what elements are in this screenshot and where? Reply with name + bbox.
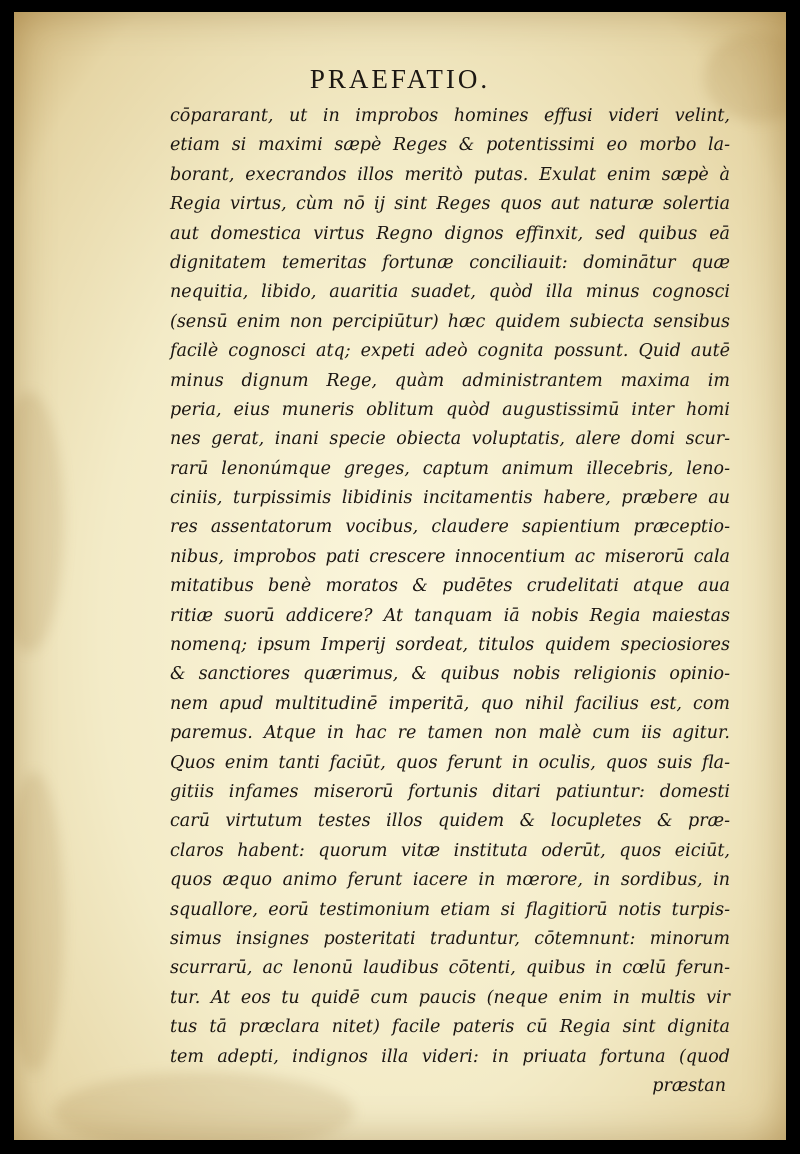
- paper-stain: [14, 772, 64, 1072]
- text-line: simus insignes posteritati traduntur, cōtemnunt: minorum: [170, 928, 730, 949]
- text-line: & sanctiores quærimus, & quibus nobis religionis opinio-: [170, 664, 730, 685]
- text-line: mitatibus benè moratos & pudētes crudelitati atque aua: [170, 576, 730, 597]
- book-page: [14, 12, 786, 1140]
- text-line: minus dignum Rege, quàm administrantem maxima im: [170, 370, 730, 391]
- text-line: cōpararant, ut in improbos homines effusi videri velint,: [170, 106, 730, 126]
- text-line: etiam si maximi sæpè Reges & potentissimi eo morbo la-: [170, 135, 730, 156]
- text-line: nem apud multitudinē imperitā, quo nihil facilius est, com: [170, 693, 730, 714]
- text-line: Regia virtus, cùm nō ij sint Reges quos aut naturæ solertia: [170, 194, 730, 215]
- text-line: scurrarū, ac lenonū laudibus cōtenti, quibus in cœlū ferun-: [170, 958, 730, 979]
- text-line: tus tā præclara nitet) facile pateris cū Regia sint dignita: [170, 1017, 730, 1038]
- text-line: (sensū enim non percipiūtur) hæc quidem subiecta sensibus: [170, 311, 730, 332]
- text-line: rarū lenonúmque greges, captum animum illecebris, leno-: [170, 458, 730, 479]
- text-line: res assentatorum vocibus, claudere sapientium præceptio-: [170, 517, 730, 538]
- text-line: nomenq; ipsum Imperij sordeat, titulos quidem speciosiores: [170, 635, 730, 656]
- text-line: gitiis infames miserorū fortunis ditari patiuntur: domesti: [170, 781, 730, 802]
- page-header: PRAEFATIO.: [309, 64, 491, 94]
- text-line: carū virtutum testes illos quidem & locupletes & præ-: [170, 811, 730, 832]
- text-line: ritiæ suorū addicere? At tanquam iā nobis Regia maiestas: [170, 605, 730, 626]
- text-line: aut domestica virtus Regno dignos effinxit, sed quibus eā: [170, 223, 730, 244]
- text-line: nes gerat, inani specie obiecta voluptatis, alere domi scur-: [170, 429, 730, 450]
- text-line: tem adepti, indignos illa videri: in priuata fortuna (quod: [170, 1046, 730, 1067]
- text-line: peria, eius muneris oblitum quòd augustissimū inter homi: [170, 399, 730, 420]
- text-line: Quos enim tanti faciūt, quos ferunt in oculis, quos suis fla-: [170, 752, 730, 773]
- text-line: ciniis, turpissimis libidinis incitamentis habere, præbere au: [170, 488, 730, 509]
- text-line: quos æquo animo ferunt iacere in mœrore, in sordibus, in: [170, 870, 730, 891]
- text-line: paremus. Atque in hac re tamen non malè cum iis agitur.: [170, 723, 730, 744]
- text-line: squallore, eorū testimonium etiam si flagitiorū notis turpis-: [170, 899, 730, 920]
- text-line: borant, execrandos illos meritò putas. Exulat enim sæpè à: [170, 164, 730, 185]
- body-text: [170, 102, 730, 1101]
- text-line: dignitatem temeritas fortunæ conciliauit: dominātur quæ: [170, 252, 730, 273]
- text-line: præstan: [652, 1075, 726, 1096]
- paper-stain: [14, 392, 64, 652]
- text-line: claros habent: quorum vitæ instituta oderūt, quos eiciūt,: [170, 840, 730, 861]
- text-line: nibus, improbos pati crescere innocentium ac miserorū cala: [170, 546, 730, 567]
- text-line: facilè cognosci atq; expeti adeò cognita possunt. Quid autē: [170, 341, 730, 362]
- text-line: nequitia, libido, auaritia suadet, quòd illa minus cognosci: [170, 282, 730, 303]
- text-line: tur. At eos tu quidē cum paucis (neque enim in multis vir: [170, 987, 730, 1008]
